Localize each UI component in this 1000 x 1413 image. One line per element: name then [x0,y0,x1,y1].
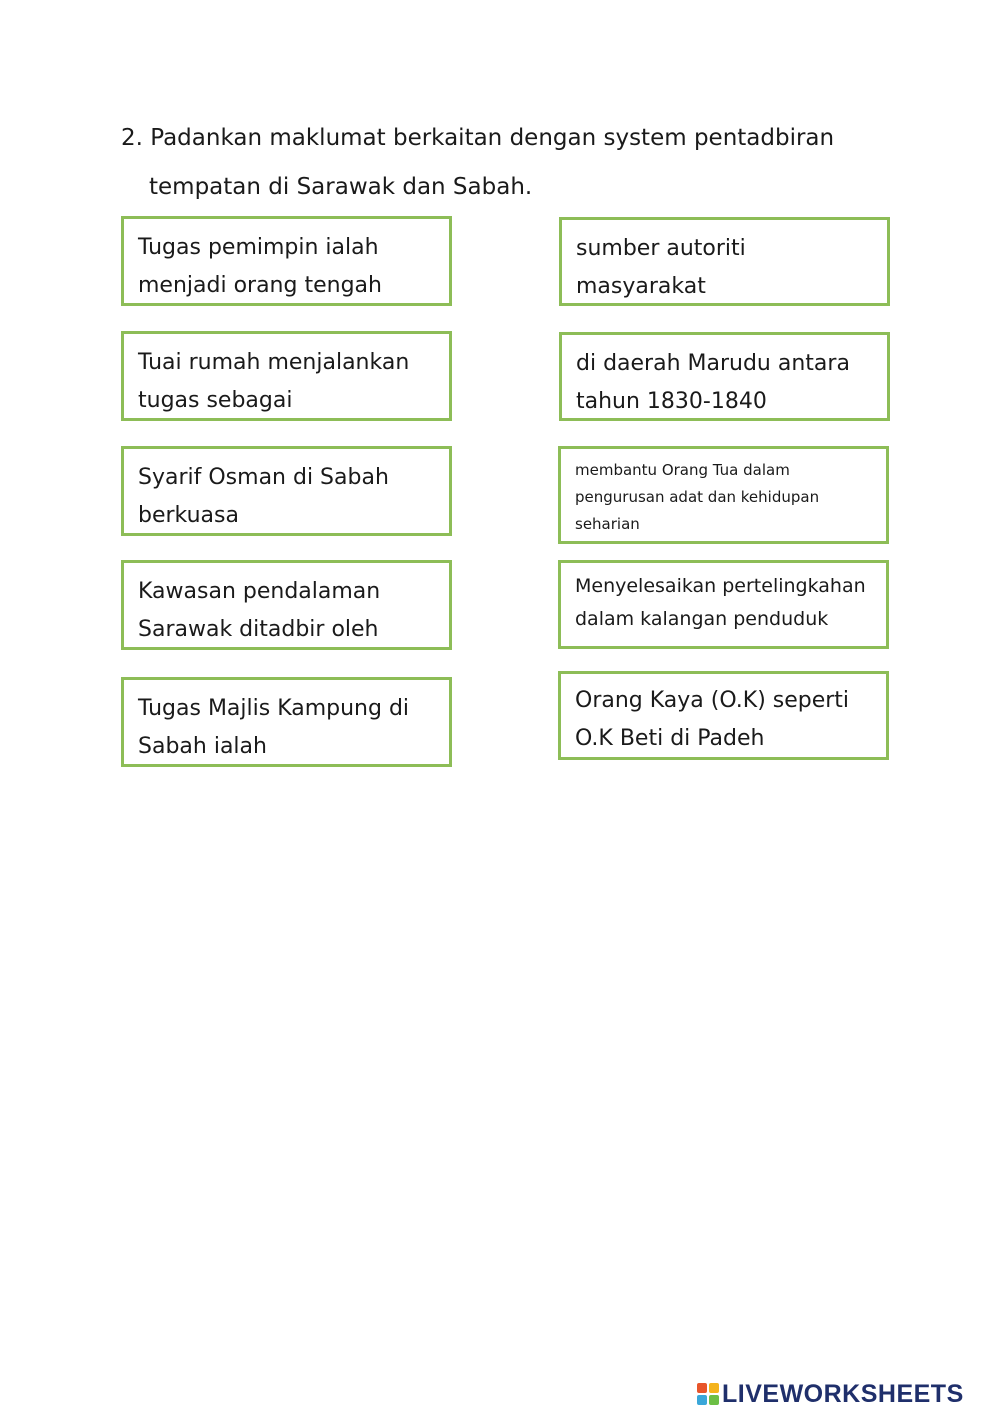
right-card-5[interactable] [558,671,889,760]
right-card-4[interactable] [558,560,889,649]
logo-tile [709,1383,719,1393]
right-card-2[interactable] [559,332,890,421]
logo-tile [697,1395,707,1405]
left-card-4[interactable] [121,560,452,650]
left-card-text: Tugas pemimpin ialah menjadi orang tengah [138,235,382,298]
right-card-text: di daerah Marudu antara tahun 1830-1840 [576,351,850,414]
logo-tile [709,1395,719,1405]
question-text-line-2: tempatan di Sarawak dan Sabah. [149,174,533,200]
right-card-text: Orang Kaya (O.K) seperti O.K Beti di Padeh [575,688,850,751]
brand-name: LIVEWORKSHEETS [722,1379,964,1408]
logo-tiles-icon [697,1383,719,1405]
right-card-3[interactable] [558,446,889,544]
left-card-text: Tuai rumah menjalankan tugas sebagai [138,350,410,413]
left-card-2[interactable] [121,331,452,421]
right-card-text: sumber autoriti masyarakat [576,236,746,299]
left-card-3[interactable] [121,446,452,536]
liveworksheets-logo [697,1377,964,1411]
question-text-line-1: 2. Padankan maklumat berkaitan dengan system pentadbiran [121,125,835,151]
right-card-text: Menyelesaikan pertelingkahan dalam kalangan penduduk [575,575,866,630]
left-card-1[interactable] [121,216,452,306]
left-card-text: Syarif Osman di Sabah berkuasa [138,465,389,528]
left-card-text: Tugas Majlis Kampung di Sabah ialah [138,696,410,759]
left-card-text: Kawasan pendalaman Sarawak ditadbir oleh [138,579,381,642]
right-card-text: membantu Orang Tua dalam pengurusan adat dan kehidupan seharian [575,461,820,533]
left-card-5[interactable] [121,677,452,767]
right-card-1[interactable] [559,217,890,306]
logo-tile [697,1383,707,1393]
